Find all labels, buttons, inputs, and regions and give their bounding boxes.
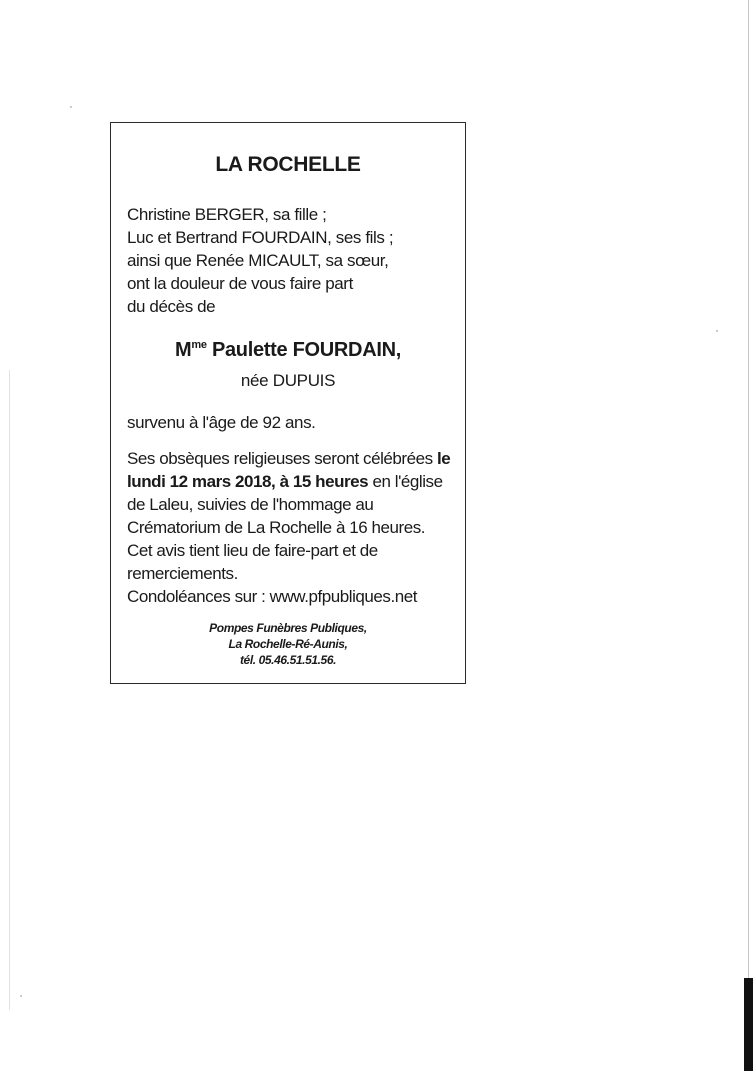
maiden-name: née DUPUIS <box>240 371 336 390</box>
condolences-line: Condoléances sur : www.pfpubliques.net <box>127 587 418 606</box>
deceased-title-sup: me <box>191 339 207 351</box>
ceremony-date-time: le lundi 12 mars 2018, à 15 heures <box>127 449 451 491</box>
family-announcement <box>127 203 457 318</box>
family-line: ainsi que Renée MICAULT, sa sœur, <box>127 251 389 270</box>
notice-note: Cet avis tient lieu de faire-part et de remerciements. <box>127 541 378 583</box>
funeral-home-name: Pompes Funèbres Publiques, <box>209 621 367 635</box>
page-edge <box>748 0 749 1071</box>
scan-speck <box>20 995 22 997</box>
scan-shadow <box>744 978 753 1071</box>
funeral-home-phone: tél. 05.46.51.51.56. <box>239 653 337 667</box>
deceased-title: M <box>174 339 192 361</box>
family-line: ont la douleur de vous faire part <box>127 274 353 293</box>
notice-town: LA ROCHELLE <box>215 153 361 176</box>
family-line: Christine BERGER, sa fille ; <box>127 205 327 224</box>
age-line: survenu à l'âge de 92 ans. <box>127 413 316 432</box>
obituary-notice <box>110 122 466 684</box>
funeral-home <box>111 620 465 668</box>
scan-speck <box>70 106 72 108</box>
family-line: Luc et Bertrand FOURDAIN, ses fils ; <box>127 228 394 247</box>
deceased-name <box>111 339 465 362</box>
ceremony-intro: Ses obsèques religieuses seront célébrées <box>127 449 437 468</box>
funeral-home-location: La Rochelle-Ré-Aunis, <box>228 637 348 651</box>
ceremony-details <box>127 447 461 608</box>
family-line: du décès de <box>127 297 216 316</box>
page-edge <box>9 370 10 1010</box>
deceased-fullname: Paulette FOURDAIN, <box>211 339 402 361</box>
ceremony-place: en l'église de Laleu, suivies de l'hommage au Crématorium de La Rochelle à 16 heures. <box>127 472 443 537</box>
scan-speck <box>716 330 718 332</box>
